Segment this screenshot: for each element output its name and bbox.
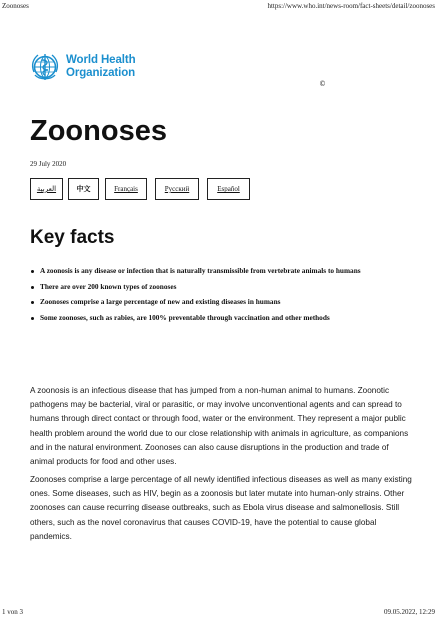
- print-timestamp: 09.05.2022, 12:29: [384, 608, 435, 616]
- overview-paragraph-1: A zoonosis is an infectious disease that has jumped from a non-human animal to humans. Zoonotic pathogens may be bacterial, viral or parasitic, or may involve unconventional agents and can spread to humans through direct contact or through food, water or the environment. They represent a major public health problem around the world due to our close relationship with animals in agriculture, as companions and in the natural environment. Zoonoses can also cause disruptions in the production and trade of animal products for food and other uses.: [30, 386, 409, 467]
- key-facts-list: [30, 266, 410, 328]
- print-header-title: Zoonoses: [2, 2, 29, 10]
- page-title: Zoonoses: [30, 115, 167, 147]
- copyright-mark: ©: [319, 80, 326, 88]
- publication-date: 29 July 2020: [30, 160, 67, 168]
- who-emblem-icon: [29, 51, 61, 83]
- print-footer: [0, 607, 438, 619]
- language-link-chinese[interactable]: 中文: [68, 178, 99, 200]
- logo-line-2: Organization: [66, 66, 136, 79]
- key-facts-heading: Key facts: [30, 227, 115, 248]
- language-link-russian[interactable]: Русский: [155, 178, 199, 200]
- page-counter: 1 von 3: [2, 608, 23, 616]
- who-logo[interactable]: [29, 51, 144, 85]
- language-link-french[interactable]: Français: [105, 178, 147, 200]
- language-link-arabic[interactable]: العربية: [30, 178, 63, 200]
- print-header: [0, 0, 438, 12]
- key-fact-item: Some zoonoses, such as rabies, are 100% preventable through vaccination and other methods: [30, 313, 410, 324]
- overview-paragraph-2: Zoonoses comprise a large percentage of all newly identified infectious diseases as well as many existing ones. Some diseases, such as HIV, begin as a zoonosis but later mutate into human-only strains. Other zoonoses can cause recurring disease outbreaks, such as Ebola virus disease and salmonellosis. Still others, such as the novel coronavirus that causes COVID-19, have the potential to cause global pandemics.: [30, 475, 412, 541]
- print-header-url: https://www.who.int/news-room/fact-sheets/detail/zoonoses: [267, 2, 435, 10]
- key-fact-item: A zoonosis is any disease or infection that is naturally transmissible from vertebrate animals to humans: [30, 266, 410, 277]
- language-link-spanish[interactable]: Español: [207, 178, 250, 200]
- logo-text: [66, 54, 136, 79]
- logo-line-1: World Health: [66, 54, 136, 66]
- key-fact-item: Zoonoses comprise a large percentage of new and existing diseases in humans: [30, 297, 410, 308]
- key-fact-item: There are over 200 known types of zoonoses: [30, 282, 410, 293]
